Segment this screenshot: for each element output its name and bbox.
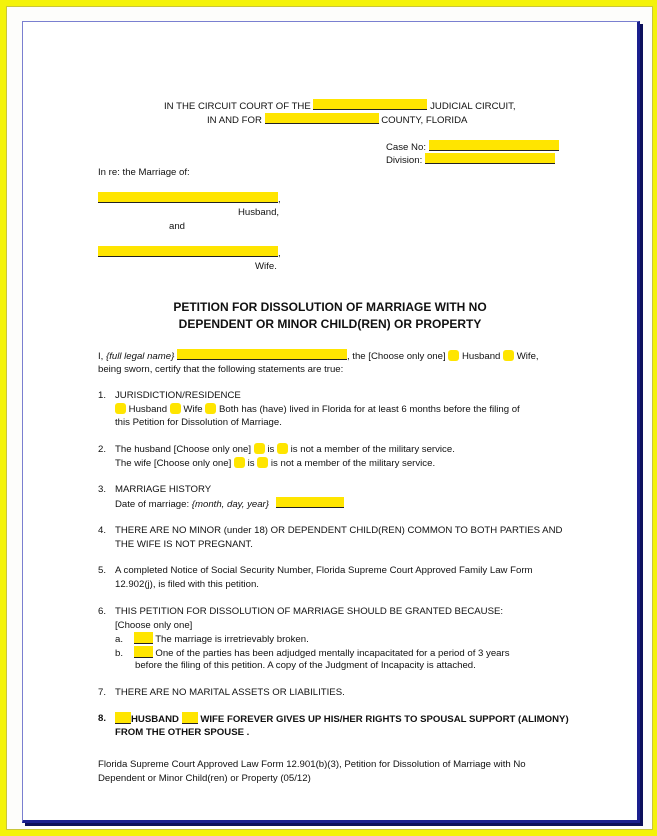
circuit-label: IN THE CIRCUIT COURT OF THE [164, 101, 311, 112]
full-legal-name-field[interactable] [177, 349, 347, 360]
item-6-option-a [115, 632, 309, 646]
item-6-number: 6. [98, 606, 107, 617]
county-line [207, 113, 467, 127]
marriage-date-hint: {month, day, year} [191, 499, 269, 510]
item-4-line1: THERE ARE NO MINOR (under 18) OR DEPENDENT CHILD(REN) COMMON TO BOTH PARTIES AND [115, 525, 563, 536]
item-4-line2: THE WIFE IS NOT PREGNANT. [115, 539, 253, 550]
item-1-number: 1. [98, 390, 107, 401]
item-5-line2: 12.902(j), is filed with this petition. [115, 579, 259, 590]
option-b-blank[interactable] [134, 646, 153, 658]
item-8-line1 [115, 712, 569, 726]
comma: , [278, 248, 281, 259]
item-6-option-b [115, 646, 510, 660]
and-label: and [169, 221, 186, 232]
footer-line1: Florida Supreme Court Approved Law Form 12.901(b)(3), Petition for Dissolution of Marriage with No [98, 759, 526, 770]
item-3-number: 3. [98, 484, 107, 495]
item-1-line3: this Petition for Dissolution of Marriage. [115, 417, 282, 428]
item-7-number: 7. [98, 687, 107, 698]
item-2-wife-isnot-checkbox[interactable] [257, 457, 268, 468]
intro-line [98, 349, 539, 363]
circuit-line [164, 99, 516, 113]
wife-label: Wife. [255, 261, 277, 272]
husband-option: Husband [461, 351, 501, 362]
item-8-husband-label: HUSBAND [131, 714, 179, 725]
division-label: Division: [386, 155, 423, 166]
case-no-field[interactable] [429, 140, 559, 151]
circuit-label-post: JUDICIAL CIRCUIT, [430, 101, 516, 112]
document-page [22, 21, 640, 823]
husband-name-line [98, 192, 281, 206]
footer-line2: Dependent or Minor Child(ren) or Property (05/12) [98, 773, 311, 784]
husband-label: Husband, [238, 207, 280, 218]
comma: , [278, 194, 281, 205]
item-8-wife-blank[interactable] [182, 712, 198, 724]
item-6-option-b-line2: before the filing of this petition. A copy of the Judgment of Incapacity is attached. [135, 660, 476, 671]
item-8-number: 8. [98, 713, 107, 724]
item-2-husband-isnot-checkbox[interactable] [277, 443, 288, 454]
item-5-number: 5. [98, 565, 107, 576]
item-2-wife-line [115, 457, 435, 470]
item-2-wife-text: is not a member of the military service. [270, 458, 436, 469]
item-3-date-line [115, 497, 344, 511]
item-8-line2: FROM THE OTHER SPOUSE . [115, 727, 250, 738]
choose-label: , the [Choose only one] [346, 351, 446, 362]
item-1-wife-checkbox[interactable] [170, 403, 181, 414]
item-1-heading: JURISDICTION/RESIDENCE [115, 390, 241, 401]
item-8-husband-blank[interactable] [115, 712, 131, 724]
item-4-number: 4. [98, 525, 107, 536]
option-a-blank[interactable] [134, 632, 153, 644]
item-1-husband-checkbox[interactable] [115, 403, 126, 414]
intro-line2: being sworn, certify that the following statements are true: [98, 364, 344, 375]
circuit-field[interactable] [313, 99, 427, 110]
husband-checkbox[interactable] [448, 350, 459, 361]
item-2-husband-is-checkbox[interactable] [254, 443, 265, 454]
item-2-wife-is-checkbox[interactable] [234, 457, 245, 468]
item-3-heading: MARRIAGE HISTORY [115, 484, 212, 495]
division-line [386, 153, 555, 167]
petition-title-line1: PETITION FOR DISSOLUTION OF MARRIAGE WITH NO [173, 300, 487, 314]
item-1-text: Both has (have) lived in Florida for at least 6 months before the filing of [218, 404, 520, 415]
item-6-line1: THIS PETITION FOR DISSOLUTION OF MARRIAGE SHOULD BE GRANTED BECAUSE: [115, 606, 504, 617]
item-1-husband-label: Husband [128, 404, 168, 415]
division-field[interactable] [425, 153, 555, 164]
item-2-husband-label: The husband [Choose only one] [115, 444, 252, 455]
case-no-line [386, 140, 559, 154]
marriage-date-label: Date of marriage: [115, 499, 190, 510]
wife-name-line [98, 246, 281, 260]
item-1-line2 [115, 403, 520, 416]
county-field[interactable] [265, 113, 379, 124]
county-label: IN AND FOR [207, 115, 262, 126]
full-legal-name-hint: {full legal name} [106, 351, 175, 362]
item-2-husband-line [115, 443, 455, 456]
wife-checkbox[interactable] [503, 350, 514, 361]
item-1-wife-label: Wife [183, 404, 203, 415]
option-b-letter: b. [115, 648, 124, 659]
county-label-post: COUNTY, FLORIDA [381, 115, 468, 126]
option-a-text: The marriage is irretrievably broken. [155, 634, 309, 645]
in-re-label: In re: the Marriage of: [98, 167, 190, 178]
item-2-is-label: is [267, 444, 275, 455]
case-no-label: Case No: [386, 142, 426, 153]
wife-name-field[interactable] [98, 246, 278, 257]
item-1-both-checkbox[interactable] [205, 403, 216, 414]
item-6-choose: [Choose only one] [115, 620, 193, 631]
wife-option: Wife, [516, 351, 539, 362]
item-5-line1: A completed Notice of Social Security Number, Florida Supreme Court Approved Family Law Form [115, 565, 533, 576]
option-b-text: One of the parties has been adjudged mentally incapacitated for a period of 3 years [155, 648, 510, 659]
item-2-is-label: is [247, 458, 255, 469]
marriage-date-field[interactable] [276, 497, 344, 508]
document-frame [6, 6, 653, 830]
item-7-text: THERE ARE NO MARITAL ASSETS OR LIABILITIES. [115, 687, 345, 698]
intro-i: I, [98, 351, 104, 362]
item-8-text: WIFE FOREVER GIVES UP HIS/HER RIGHTS TO SPOUSAL SUPPORT (ALIMONY) [200, 714, 569, 725]
petition-title-line2: DEPENDENT OR MINOR CHILD(REN) OR PROPERTY [178, 317, 482, 331]
item-2-number: 2. [98, 444, 107, 455]
item-2-wife-label: The wife [Choose only one] [115, 458, 232, 469]
item-2-husband-text: is not a member of the military service. [290, 444, 455, 455]
option-a-letter: a. [115, 634, 124, 645]
husband-name-field[interactable] [98, 192, 278, 203]
